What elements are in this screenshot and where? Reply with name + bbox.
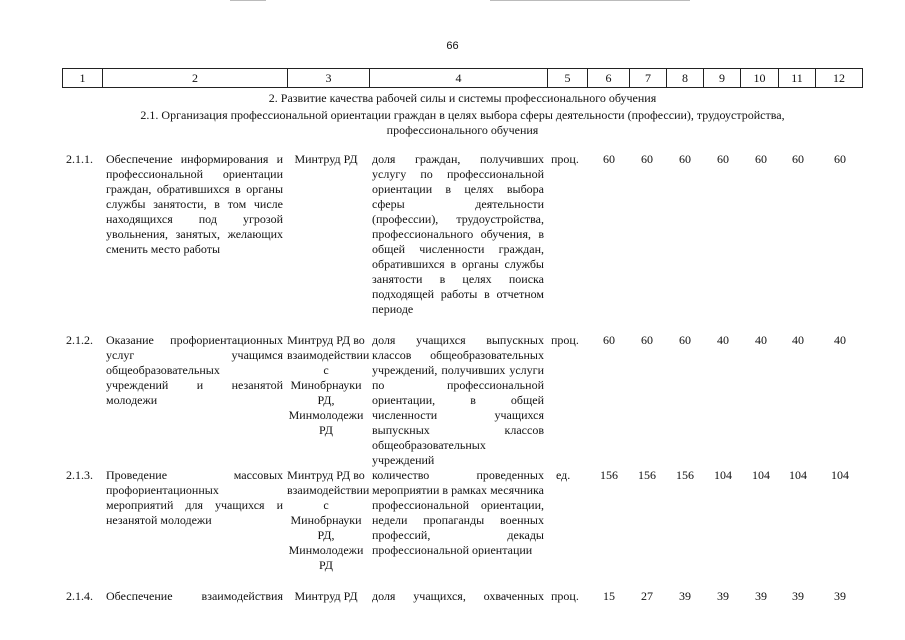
unit-cell: проц. bbox=[551, 589, 579, 603]
value-cell: 60 bbox=[717, 152, 729, 166]
header-cell: 4 bbox=[369, 69, 547, 87]
value-cell: 104 bbox=[789, 468, 807, 482]
header-cell: 2 bbox=[102, 69, 287, 87]
header-cell: 8 bbox=[666, 69, 703, 87]
header-cell: 1 bbox=[62, 69, 102, 87]
activity-cell: Обеспечение информирования и профессиональной ориентации граждан, обратившихся в органы службы занятости, в том числе находящихся под угрозой увольнения, занятых, желающих сменить место работы bbox=[106, 152, 283, 256]
executor-cell: Минтруд РД во взаимодействии с Минобрнауки РД, Минмолодежи РД bbox=[287, 468, 370, 572]
value-cell: 39 bbox=[717, 589, 729, 603]
table-header-row bbox=[62, 68, 863, 88]
unit-cell: проц. bbox=[551, 152, 579, 166]
value-cell: 40 bbox=[755, 333, 767, 347]
value-cell: 60 bbox=[603, 333, 615, 347]
section-title: 2. Развитие качества рабочей силы и системы профессионального обучения bbox=[268, 91, 657, 105]
unit-cell: проц. bbox=[551, 333, 579, 347]
value-cell: 60 bbox=[755, 152, 767, 166]
value-cell: 39 bbox=[755, 589, 767, 603]
activity-cell: Обеспечение взаимодействия bbox=[106, 589, 283, 603]
indicator-cell: доля граждан, получивших услугу по профессиональной ориентации в целях выбора сферы деятельности (профессии), трудоустройства, профессионального обучения, в общей численности граждан, обратившихся в органы службы занятости в целях поиска подходящей работы в отчетном периоде bbox=[372, 152, 544, 316]
value-cell: 156 bbox=[638, 468, 656, 482]
value-cell: 39 bbox=[792, 589, 804, 603]
value-cell: 104 bbox=[752, 468, 770, 482]
indicator-cell: доля учащихся выпускных классов общеобразовательных учреждений, получивших услуги по профессиональной ориентации, в общей численности учащихся выпускных классов общеобразовательных учреждений bbox=[372, 333, 544, 467]
value-cell: 39 bbox=[834, 589, 846, 603]
indicator-cell: доля учащихся, охваченных bbox=[372, 589, 544, 603]
value-cell: 27 bbox=[641, 589, 653, 603]
page-number: 66 bbox=[446, 40, 459, 52]
value-cell: 40 bbox=[717, 333, 729, 347]
header-cell: 12 bbox=[815, 69, 863, 87]
header-cell: 3 bbox=[287, 69, 369, 87]
executor-cell: Минтруд РД bbox=[294, 152, 358, 166]
header-cell: 6 bbox=[587, 69, 629, 87]
row-number: 2.1.2. bbox=[66, 333, 93, 347]
row-number: 2.1.3. bbox=[66, 468, 93, 482]
executor-cell: Минтруд РД во взаимодействии с Минобрнауки РД, Минмолодежи РД bbox=[287, 333, 370, 437]
value-cell: 156 bbox=[600, 468, 618, 482]
value-cell: 60 bbox=[792, 152, 804, 166]
activity-cell: Оказание профориентационных услуг учащимся общеобразовательных учреждений и незанятой молодежи bbox=[106, 333, 283, 407]
value-cell: 60 bbox=[834, 152, 846, 166]
value-cell: 60 bbox=[641, 333, 653, 347]
value-cell: 60 bbox=[603, 152, 615, 166]
activity-cell: Проведение массовых профориентационных мероприятий для учащихся и незанятой молодежи bbox=[106, 468, 283, 527]
subsection-title: 2.1. Организация профессиональной ориентации граждан в целях выбора сферы деятельности (профессии), трудоустройства, профессионального обучения bbox=[140, 108, 785, 137]
indicator-cell: количество проведенных мероприятии в рамках месячника профессиональной ориентации, недели пропаганды военных профессий, декады профессиональной ориентации bbox=[372, 468, 544, 557]
value-cell: 156 bbox=[676, 468, 694, 482]
header-cell: 5 bbox=[547, 69, 587, 87]
value-cell: 104 bbox=[831, 468, 849, 482]
value-cell: 60 bbox=[679, 152, 691, 166]
scan-artifact bbox=[490, 0, 690, 1]
header-cell: 10 bbox=[740, 69, 778, 87]
unit-cell: ед. bbox=[556, 468, 571, 482]
row-number: 2.1.4. bbox=[66, 589, 93, 603]
value-cell: 60 bbox=[641, 152, 653, 166]
value-cell: 15 bbox=[603, 589, 615, 603]
executor-cell: Минтруд РД bbox=[294, 589, 358, 603]
row-number: 2.1.1. bbox=[66, 152, 93, 166]
value-cell: 40 bbox=[834, 333, 846, 347]
header-cell: 11 bbox=[778, 69, 815, 87]
value-cell: 40 bbox=[792, 333, 804, 347]
value-cell: 39 bbox=[679, 589, 691, 603]
value-cell: 104 bbox=[714, 468, 732, 482]
header-cell: 9 bbox=[703, 69, 740, 87]
scan-artifact bbox=[230, 0, 266, 1]
value-cell: 60 bbox=[679, 333, 691, 347]
header-cell: 7 bbox=[629, 69, 666, 87]
